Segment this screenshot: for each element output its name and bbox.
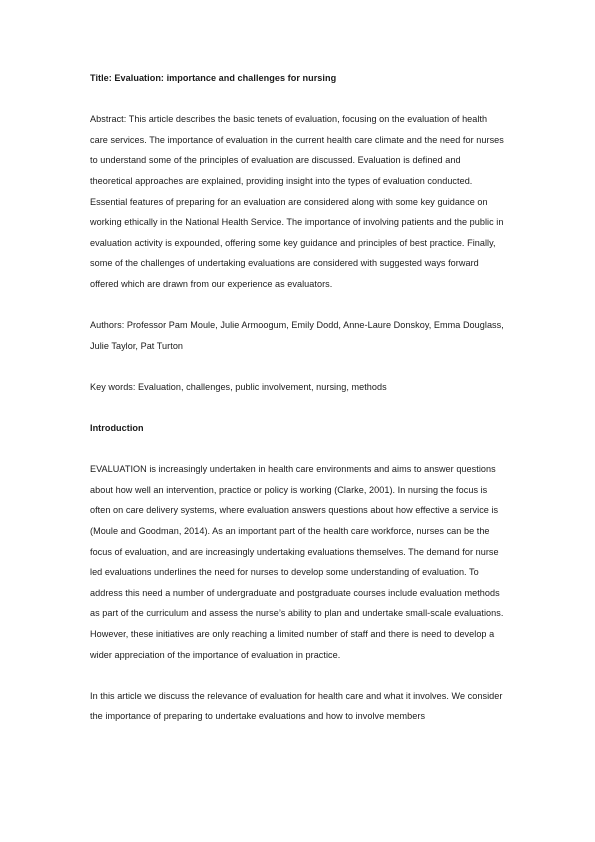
intro-paragraph-1: EVALUATION is increasingly undertaken in health care environments and aims to answer questions about how well an intervention, practice or policy is working (Clarke, 2001). In nursing the focus is often on care delivery systems, where evaluation answers questions about how effective a service is (Moule and Goodman, 2014). As an important part of the health care workforce, nurses can be the focus of evaluation, and are increasingly undertaking evaluations themselves. The demand for nurse led evaluations underlines the need for nurses to develop some understanding of evaluation. To address this need a number of undergraduate and postgraduate courses include evaluation methods as part of the curriculum and assess the nurse’s ability to plan and undertake small-scale evaluations. However, these initiatives are only reaching a limited number of staff and there is need to develop a wider appreciation of the importance of evaluation in practice. xyxy=(90,464,504,660)
authors: Authors: Professor Pam Moule, Julie Armoogum, Emily Dodd, Anne-Laure Donskoy, Emma Douglass, Julie Taylor, Pat Turton xyxy=(90,320,504,351)
intro-paragraph-2: In this article we discuss the relevance of evaluation for health care and what it involves. We consider the importance of preparing to undertake evaluations and how to involve members xyxy=(90,690,503,722)
introduction-heading: Introduction xyxy=(90,423,144,434)
paper-title: Title: Evaluation: importance and challenges for nursing xyxy=(90,73,337,83)
abstract: Abstract: This article describes the basic tenets of evaluation, focusing on the evaluation of health care services. The importance of evaluation in the current health care climate and the need for nurses to understand some of the principles of evaluation are discussed. Evaluation is defined and theoretical approaches are explained, providing insight into the types of evaluation conducted. Essential features of preparing for an evaluation are considered along with some key guidance on working ethically in the National Health Service. The importance of involving patients and the public in evaluation activity is expounded, offering some key guidance and principles of best practice. Finally, some of the challenges of undertaking evaluations are considered with suggested ways forward offered which are drawn from our experience as evaluators. xyxy=(90,114,504,289)
keywords: Key words: Evaluation, challenges, public involvement, nursing, methods xyxy=(90,381,387,392)
